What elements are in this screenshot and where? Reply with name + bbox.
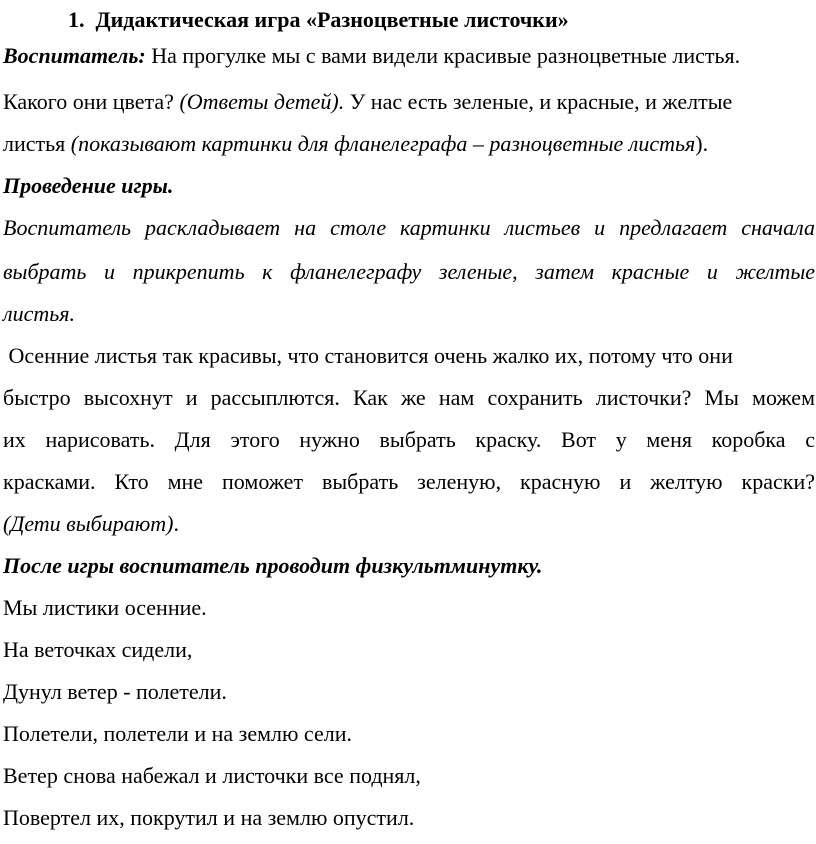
story-period: . [173, 511, 179, 536]
story-line-1: Осенние листья так красивы, что становится очень жалко их, потому что они [3, 343, 733, 368]
intro-text-2c: У нас есть зеленые, и красные, и желтые [344, 89, 733, 114]
after-game-title: После игры воспитатель проводит физкультминутку. [3, 553, 543, 578]
story-line-5 [3, 510, 815, 538]
poem-line-4: Полетели, полетели и на землю сели. [3, 721, 352, 746]
heading-number: 1. [68, 7, 85, 32]
poem-line-2: На веточках сидели, [3, 637, 193, 662]
story-line-3: их нарисовать. Для этого нужно выбрать краску. Вот у меня коробка с [3, 427, 815, 452]
children-choose: (Дети выбирают) [3, 511, 174, 536]
intro-text-3c: ). [695, 131, 709, 156]
poem-line-1: Мы листики осенние. [3, 595, 207, 620]
children-answers: (Ответы детей). [179, 89, 345, 114]
poem-line-6: Повертел их, покрутил и на землю опустил. [3, 805, 415, 830]
intro-text-1: На прогулке мы с вами видели красивые разноцветные листья. [145, 43, 741, 68]
story-line-2: быстро высохнут и рассыплются. Как же нам сохранить листочки? Мы можем [3, 385, 815, 410]
intro-text-3a: листья [3, 131, 71, 156]
intro-line-1 [3, 42, 815, 70]
heading-title: Дидактическая игра «Разноцветные листочки» [95, 7, 569, 32]
speaker-label: Воспитатель: [3, 43, 146, 68]
story-line-4: красками. Кто мне поможет выбрать зеленую, красную и желтую краски? [3, 469, 815, 494]
procedure-line-1: Воспитатель раскладывает на столе картинки листьев и предлагает сначала [3, 215, 815, 240]
intro-line-2 [3, 88, 815, 116]
procedure-title: Проведение игры. [3, 173, 174, 198]
intro-line-3 [3, 130, 815, 158]
procedure-line-2: выбрать и прикрепить к фланелеграфу зеленые, затем красные и желтые [3, 259, 815, 284]
intro-text-2a: Какого они цвета? [3, 89, 180, 114]
poem-line-3: Дунул ветер - полетели. [3, 679, 227, 704]
poem-line-5: Ветер снова набежал и листочки все поднял, [3, 763, 421, 788]
section-heading [68, 6, 815, 34]
intro-remark: (показывают картинки для фланелеграфа – разноцветные листья [70, 131, 696, 156]
procedure-line-3: листья. [3, 301, 75, 326]
